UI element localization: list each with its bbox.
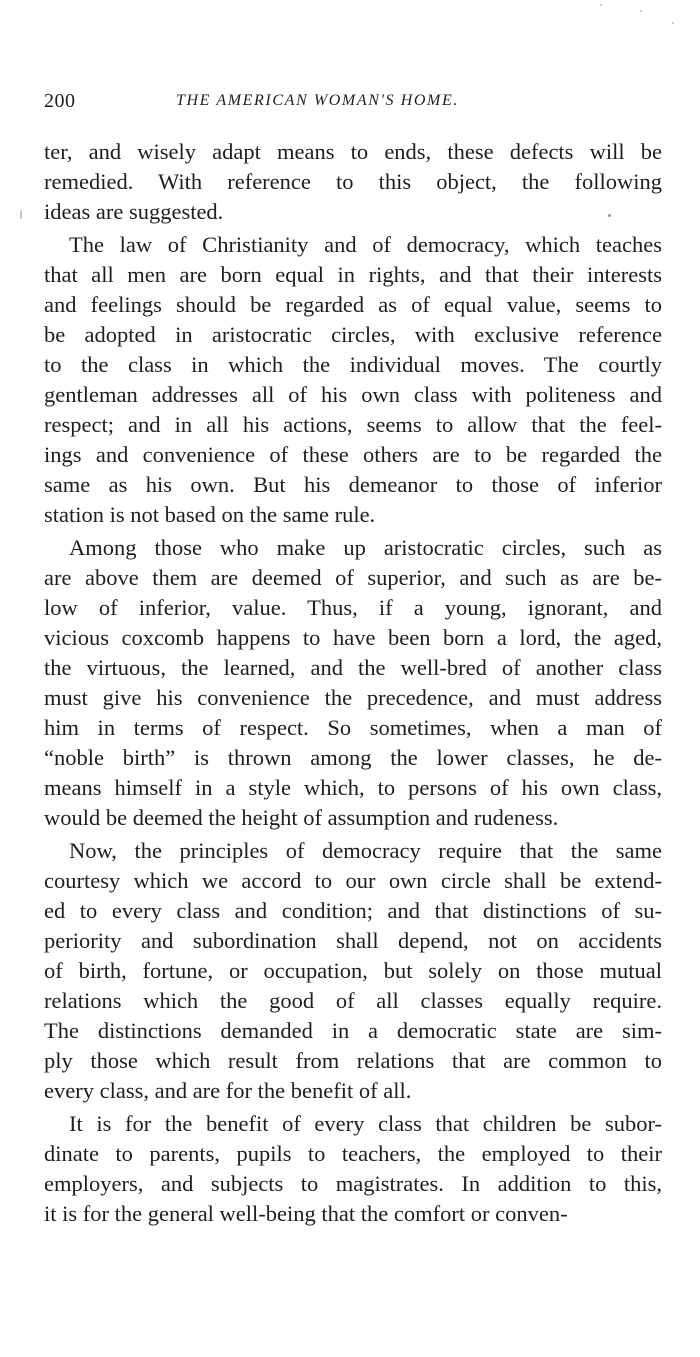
paragraph (44, 533, 662, 833)
text-line: “noble birth” is thrown among the lower classes, he de- (44, 745, 662, 770)
text-line: it is for the general well-being that the comfort or conven- (44, 1201, 568, 1226)
text-line: must give his convenience the precedence, and must address (44, 685, 662, 710)
text-line: same as his own. But his demeanor to those of inferior (44, 472, 662, 497)
text-line: him in terms of respect. So sometimes, when a man of (44, 715, 662, 740)
speck-mark (600, 4, 602, 6)
text-line: The law of Christianity and of democracy, which teaches (69, 232, 662, 257)
text-line: are above them are deemed of superior, and such as are be- (44, 565, 662, 590)
text-line: ideas are suggested. (44, 199, 224, 224)
text-line: periority and subordination shall depend, not on accidents (44, 928, 662, 953)
page-number: 200 (44, 90, 76, 112)
text-line: relations which the good of all classes equally require. (44, 988, 662, 1013)
paragraph (44, 230, 662, 530)
text-line: courtesy which we accord to our own circle shall be extend- (44, 868, 662, 893)
paragraph (44, 1109, 662, 1229)
text-line: remedied. With reference to this object, the following (44, 169, 662, 194)
speck-mark (20, 210, 22, 219)
running-title: THE AMERICAN WOMAN'S HOME. (176, 92, 459, 109)
text-line: Among those who make up aristocratic circles, such as (69, 535, 662, 560)
text-line: ter, and wisely adapt means to ends, these defects will be (44, 139, 662, 164)
text-line: and feelings should be regarded as of equal value, seems to (44, 292, 662, 317)
text-line: Now, the principles of democracy require that the same (69, 838, 662, 863)
text-line: respect; and in all his actions, seems to allow that the feel- (44, 412, 662, 437)
text-line: the virtuous, the learned, and the well-bred of another class (44, 655, 662, 680)
speck-mark (640, 10, 642, 12)
text-line: of birth, fortune, or occupation, but solely on those mutual (44, 958, 662, 983)
text-line: It is for the benefit of every class that children be subor- (69, 1111, 662, 1136)
text-line: ed to every class and condition; and that distinctions of su- (44, 898, 662, 923)
speck-mark (608, 214, 611, 217)
text-line: every class, and are for the benefit of all. (44, 1078, 412, 1103)
speck-mark (672, 22, 674, 24)
text-line: be adopted in aristocratic circles, with exclusive reference (44, 322, 662, 347)
text-line: ply those which result from relations that are common to (44, 1048, 662, 1073)
body-text (44, 137, 662, 1229)
text-line: would be deemed the height of assumption and rudeness. (44, 805, 559, 830)
text-line: means himself in a style which, to persons of his own class, (44, 775, 662, 800)
text-line: ings and convenience of these others are to be regarded the (44, 442, 662, 467)
text-line: to the class in which the individual moves. The courtly (44, 352, 662, 377)
text-line: vicious coxcomb happens to have been born a lord, the aged, (44, 625, 662, 650)
text-line: station is not based on the same rule. (44, 502, 376, 527)
text-line: The distinctions demanded in a democratic state are sim- (44, 1018, 662, 1043)
text-line: dinate to parents, pupils to teachers, the employed to their (44, 1141, 662, 1166)
paragraph (44, 137, 662, 227)
running-head (44, 90, 666, 118)
text-line: employers, and subjects to magistrates. In addition to this, (44, 1171, 662, 1196)
paragraph (44, 836, 662, 1106)
text-line: that all men are born equal in rights, and that their interests (44, 262, 662, 287)
text-line: gentleman addresses all of his own class with politeness and (44, 382, 662, 407)
text-line: low of inferior, value. Thus, if a young, ignorant, and (44, 595, 662, 620)
